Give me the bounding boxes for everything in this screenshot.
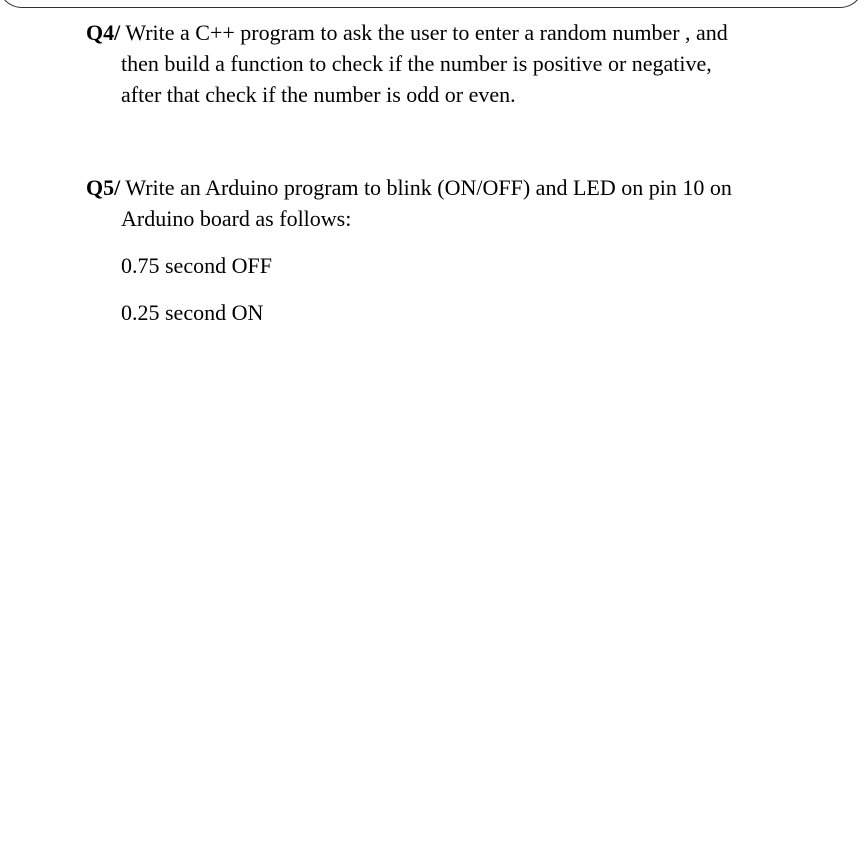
question-5-line-2: Arduino board as follows: bbox=[121, 206, 352, 231]
question-5-text-1: Write an Arduino program to blink (ON/OFF) and LED on pin 10 on bbox=[125, 175, 732, 200]
question-4-line-3: after that check if the number is odd or even. bbox=[121, 82, 516, 107]
question-5-number: Q5/ bbox=[86, 175, 121, 200]
question-4-text-1: Write a C++ program to ask the user to enter a random number , and bbox=[125, 20, 728, 45]
question-4-number: Q4/ bbox=[86, 20, 121, 45]
page-frame-edge bbox=[0, 0, 864, 8]
question-5-step-off: 0.75 second OFF bbox=[121, 253, 272, 278]
question-4-line-2: then build a function to check if the number is positive or negative, bbox=[121, 51, 712, 76]
question-4-line-1 bbox=[86, 22, 728, 44]
question-5-step-on: 0.25 second ON bbox=[121, 300, 264, 325]
question-5-line-1 bbox=[86, 177, 732, 199]
